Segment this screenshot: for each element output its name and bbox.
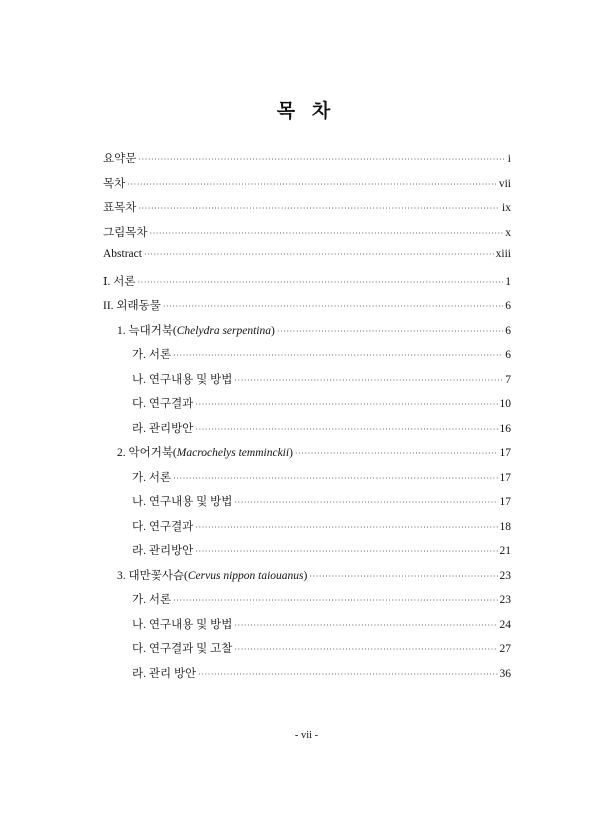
- toc-entry-title: 표목차: [103, 202, 137, 214]
- toc-entry-title: 다. 연구결과: [132, 398, 194, 410]
- leader-dots: [195, 547, 497, 556]
- leader-dots: [195, 400, 497, 409]
- leader-dots: [149, 229, 503, 238]
- leader-dots: [127, 180, 497, 189]
- toc-entry-title: 다. 연구결과: [132, 520, 194, 533]
- toc-entry-page: 17: [499, 471, 511, 484]
- leader-dots: [163, 302, 503, 311]
- toc-entry[interactable]: [103, 444, 511, 469]
- toc-entry[interactable]: [103, 420, 511, 445]
- toc-entry[interactable]: [103, 665, 511, 690]
- toc-entry-title: Abstract: [103, 248, 142, 260]
- toc-entry-title: 요약문: [103, 153, 137, 165]
- toc-entry-page: 6: [505, 349, 511, 361]
- leader-dots: [295, 449, 498, 458]
- toc-entry-title: 나. 연구내용 및 방법: [132, 373, 233, 386]
- leader-dots: [173, 474, 497, 483]
- toc-entry[interactable]: [103, 175, 511, 200]
- toc-entry-scientific-name: Chelydra serpentina: [176, 324, 271, 337]
- page-title: 목 차: [276, 101, 337, 122]
- toc-entry-scientific-name: Macrochelys temminckii: [176, 447, 290, 459]
- toc-entry[interactable]: [103, 273, 511, 298]
- toc-entry[interactable]: [103, 518, 511, 543]
- toc-entry[interactable]: [103, 640, 511, 665]
- toc-entry-title: 목차: [103, 177, 126, 190]
- leader-dots: [173, 596, 497, 605]
- toc-entry[interactable]: [103, 371, 511, 396]
- leader-dots: [277, 327, 503, 336]
- toc-entry[interactable]: [103, 616, 511, 641]
- toc-entry-title: 나. 연구내용 및 방법: [132, 496, 233, 508]
- toc-entry-page: 21: [499, 545, 511, 557]
- toc-entry-suffix: ): [271, 324, 275, 337]
- toc-entry[interactable]: [103, 297, 511, 322]
- toc-entry-title: 3. 대만꽃사슴(: [117, 569, 188, 582]
- toc-entry-title: 1. 늑대거북(: [117, 324, 177, 337]
- toc-entry-title: 라. 관리방안: [132, 422, 194, 435]
- toc-entry-suffix: ): [303, 569, 308, 582]
- leader-dots: [198, 670, 497, 679]
- toc-entry-label: [117, 567, 307, 583]
- toc-entry-title: 라. 관리방안: [132, 545, 194, 557]
- toc-entry[interactable]: [103, 567, 511, 592]
- toc-entry-page: 6: [505, 300, 511, 312]
- toc-entry[interactable]: [103, 199, 511, 224]
- toc-entry-page: ix: [502, 202, 511, 214]
- toc-entry-page: 23: [499, 594, 511, 606]
- toc-entry-page: 27: [499, 643, 511, 655]
- toc-entry[interactable]: [103, 395, 511, 420]
- toc-entry-label: [132, 518, 193, 534]
- toc-entry-label: [117, 322, 275, 338]
- toc-entry-title: Ⅰ. 서론: [103, 275, 136, 288]
- toc-entry-label: [103, 199, 136, 215]
- toc-entry-label: [132, 542, 193, 558]
- toc-entry-label: [132, 469, 171, 485]
- toc-entry-label: [132, 346, 171, 362]
- toc-entry-title: 나. 연구내용 및 방법: [132, 618, 233, 631]
- toc-entry-label: [103, 175, 125, 191]
- leader-dots: [138, 204, 500, 213]
- toc-entry-page: 1: [505, 275, 511, 288]
- toc-entry[interactable]: [103, 248, 511, 273]
- toc-entry-label: [103, 150, 136, 166]
- leader-dots: [234, 376, 503, 385]
- toc-entry-page: 16: [499, 422, 511, 435]
- toc-entry-label: [117, 444, 293, 460]
- toc-entry-page: vii: [498, 177, 511, 190]
- table-of-contents: [103, 150, 511, 689]
- leader-dots: [195, 523, 497, 532]
- toc-entry-page: 7: [505, 373, 511, 386]
- toc-entry-page: i: [507, 153, 511, 165]
- leader-dots: [309, 572, 497, 581]
- toc-entry[interactable]: [103, 591, 511, 616]
- toc-entry-page: 17: [499, 447, 511, 459]
- toc-entry-label: [132, 591, 171, 607]
- toc-entry-label: [132, 371, 232, 387]
- toc-entry-label: [132, 640, 232, 656]
- toc-entry-label: [132, 665, 196, 681]
- toc-entry[interactable]: [103, 322, 511, 347]
- toc-entry-page: 23: [499, 569, 511, 582]
- toc-entry-suffix: ): [289, 447, 293, 459]
- toc-entry[interactable]: [103, 224, 511, 249]
- toc-entry-page: 10: [499, 398, 511, 410]
- toc-entry[interactable]: [103, 469, 511, 494]
- toc-entry[interactable]: [103, 542, 511, 567]
- toc-entry-label: [132, 395, 193, 411]
- toc-entry-title: 가. 서론: [132, 594, 172, 606]
- toc-entry[interactable]: [103, 493, 511, 518]
- toc-entry-label: [103, 248, 142, 260]
- leader-dots: [234, 645, 497, 654]
- toc-entry-page: 24: [499, 618, 511, 631]
- toc-entry-label: [103, 297, 161, 313]
- toc-entry-label: [132, 493, 232, 509]
- toc-entry-title: 2. 악어거북(: [117, 447, 177, 459]
- toc-entry-title: II. 외래동물: [103, 300, 161, 312]
- toc-entry-title: 라. 관리 방안: [132, 667, 197, 680]
- toc-entry-page: 6: [505, 324, 511, 337]
- toc-entry-label: [132, 616, 232, 632]
- toc-entry-page: 36: [499, 667, 511, 680]
- toc-entry-title: 그림목차: [103, 226, 148, 239]
- toc-entry-page: 18: [499, 520, 511, 533]
- toc-entry-label: [103, 224, 147, 240]
- leader-dots: [138, 155, 505, 164]
- page-number-footer: - vii -: [294, 730, 319, 741]
- toc-entry-title: 가. 서론: [132, 471, 172, 484]
- toc-entry-page: x: [505, 226, 511, 239]
- leader-dots: [234, 621, 497, 630]
- toc-entry[interactable]: [103, 346, 511, 371]
- leader-dots: [144, 250, 494, 259]
- toc-entry-title: 다. 연구결과 및 고찰: [132, 643, 233, 655]
- leader-dots: [138, 278, 504, 287]
- toc-entry-scientific-name: Cervus nippon taiouanus: [187, 569, 304, 582]
- leader-dots: [173, 351, 503, 360]
- toc-entry-label: [103, 273, 136, 289]
- toc-entry-page: xiii: [495, 248, 511, 260]
- toc-entry[interactable]: [103, 150, 511, 175]
- toc-entry-label: [132, 420, 193, 436]
- leader-dots: [195, 425, 497, 434]
- toc-entry-title: 가. 서론: [132, 349, 172, 361]
- toc-entry-page: 17: [499, 496, 511, 508]
- leader-dots: [234, 498, 497, 507]
